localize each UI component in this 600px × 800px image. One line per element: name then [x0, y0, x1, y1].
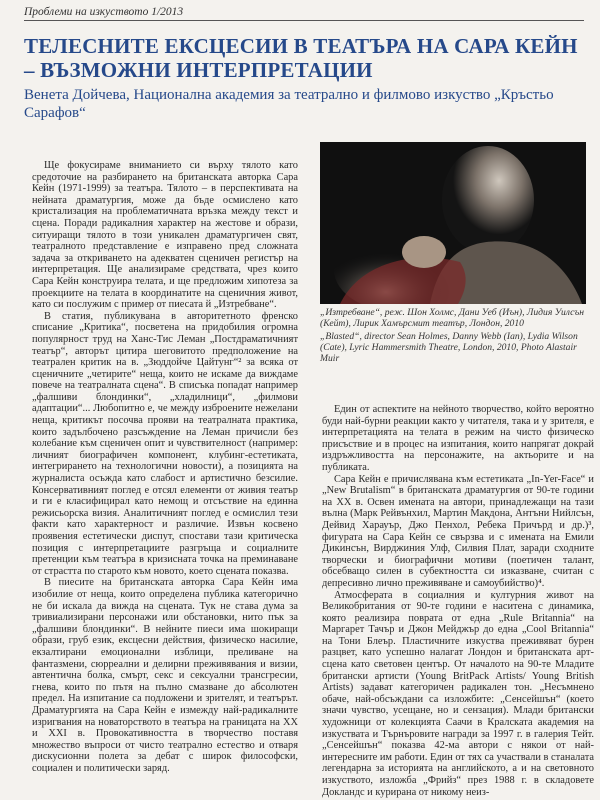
photo-caption	[320, 307, 590, 366]
caption-english: „Blasted“, director Sean Holmes, Danny Webb (Ian), Lydia Wilson (Cate), Lyric Hammersmith Theatre, London, 2010, Photo Alastair Muir	[320, 331, 578, 364]
author-affiliation: Венета Дойчева, Национална академия за театрално и филмово изкуство „Кръстьо Сарафов“	[24, 87, 554, 121]
paragraph-3: В пиесите на британската авторка Сара Кейн има изобилие от неща, които определена публика категорично не би искала да вижда на сцената. Тук не става дума за тривиализирани персонажи или обстановки, нито пък за „фалшиви блондинки“. В нейните пиеси има шокиращи образи, груб език, ексцесни действия, физическо насилие, екзалтирани емоционални изблици, преливане на фантазмени, сюрреални и делирни преживявания и визии, автентична болка, смърт, секс и сексуални трансгресии, гнева, които по пътя на пълно смазване до абсолютен предел. На изпитание са подложени и зрителят, и театърът. Драматургията на Сара Кейн е измежду най-радикалните изригвания на новаторството в театъра на границата на XX и XXI в. Провокативността в творчество поставя множество въпроси от чисто театрално естество и отваря дискусионни полета за дебат с широк философски, социален и политически заряд.	[32, 577, 298, 774]
left-column	[32, 160, 298, 774]
paragraph-6: Атмосферата в социалния и културния живот на Великобритания от 90-те години е наситена с динамика, която реализира поврата от една „Rule Britannia“ на Маргарет Тачър и Джон Мейджър до една „Cool Britannia“ на Тони Блеър. Пластичните изкуства преживяват бурен разцвет, като успешно налагат Лондон и британската арт-сцена като световен център. От началото на 90-те Младите британски артисти (Young BritPack Artists/ Young British Artists) задават категоричен радикален тон. „Несъмнено обаче, най-обсъждани са изложбите: „Сенсейшън“ (което значи чувство, усещане, но и сензация). Млади британски художници от колекцията Саачи в Кралската академия на изкуствата и Търнъровите награди за 1997 г. в галерия Тейт. „Сенсейшън“ показва 42-ма автори с някои от най-интересните им работи. Един от тях са участвали в станалата легендарна за историята на английското, а и на световното изкуството, изложба „Фрийз“ през 1988 г. в складовете Докландс и курирана от никому неиз-	[322, 589, 594, 798]
paragraph-2: В статия, публикувана в авторитетното френско списание „Критика“, посветена на придобилия огромна популярност труд на Ханс-Тис Леман „Постдраматичният театър“, авторът цитира шеговитото предположение на театрален критик на в. „Зюддойче Цайтунг“² за всяка от сценичните „четирите“ неща, които не искаме да виждаме повече на театралната сцена“. В списъка попадат например „фалшиви блондинки“, „хладилници“, „филмови адаптации“... Любопитно е, че между изброените нежелани неща, критикът посочва прояви на театралната практика, които задълбочено разсъждение на Леман причисли без колебание към сценичен опит и чувствителност (например: личният биографичен компонент, клубинг-естетиката, интегрирането на технологични новости), а позицията на журналиста осъжда като слабост и артистично безсилие. Консервативният поглед е отсял елементи от живия театър и ги е класифицирал като немощ и отсъствие на единна режисьорска визия. Аналитичният поглед е осмислил тези факти като характерност и различие. Извън косвено проявения естетически диспут, спостави тази критическа позиция с интерпретациите разгръща и социалните претенции към театъра в кризисната точка на преминаване от страстта по старото към новото, което сцената показва.	[32, 310, 298, 577]
right-column	[322, 404, 594, 798]
paragraph-4: Един от аспектите на нейното творчество, който вероятно буди най-бурни реакции както у читателя, така и у зрителя, е интерпретацията на телата в режим на чисто физическо присъствие и в процес на изпитания, които напрягат докрай издръжливостта на персонажите, на актьорите и на публиката.	[322, 404, 594, 473]
article-title: ТЕЛЕСНИТЕ ЕКСЦЕСИИ В ТЕАТЪРА НА САРА КЕЙН – ВЪЗМОЖНИ ИНТЕРПРЕТАЦИИ	[24, 34, 578, 82]
paragraph-5: Сара Кейн е причислявана към естетиката „In-Yer-Face“ и „New Brutalism“ в британската драматургия от 90-те години на XX в. Освен имената на автори, принадлежащи на тази вълна (Марк Рейвънхил, Мартин Макдона, Антъни Нийлсън, Дейвид Харауър, Джо Пенхол, Ребека Причърд и др.)³, фигурата на Сара Кейн се свързва и с имената на Емили Дикинсън, Вирджиния Улф, Силвия Плат, заради сходните творчески и биографични мотиви (поетичен талант, обсебващо силен в субектността си изказване, считан с депресивно лично преживяване и самоубийство)⁴.	[322, 473, 594, 589]
running-head: Проблеми на изкуството 1/2013	[24, 6, 584, 21]
paragraph-1: Ще фокусираме вниманието си върху тялото като средоточие на разбирането на британската авторка Сара Кейн (1971-1999) за театъра. Тялото – в перспективата на нейната драматургия, може да бъде осмислено като кристализация на проблематичната връзка между текст и сцена. Поради радикалния характер на жестове и образи, ситуиращи тялото в този уникален драматургичен свят, театралното представление е изправено пред сложната задача за откриването на адекватен сценичен регистър на интерпретация. Ще анализираме средствата, чрез които Сара Кейн конструира телата, и ще предложим хипотеза за проекциите на телата в координатите на сценичния живот, като си послужим с пример от пиесата й „Изтребване“.	[32, 160, 298, 311]
production-photo	[320, 142, 586, 304]
caption-bulgarian: „Изтребване“, реж. Шон Холмс, Дани Уеб (Иън), Лидия Уилсън (Кейт), Лирик Хамърсмит театър, Лондон, 2010	[320, 307, 584, 329]
